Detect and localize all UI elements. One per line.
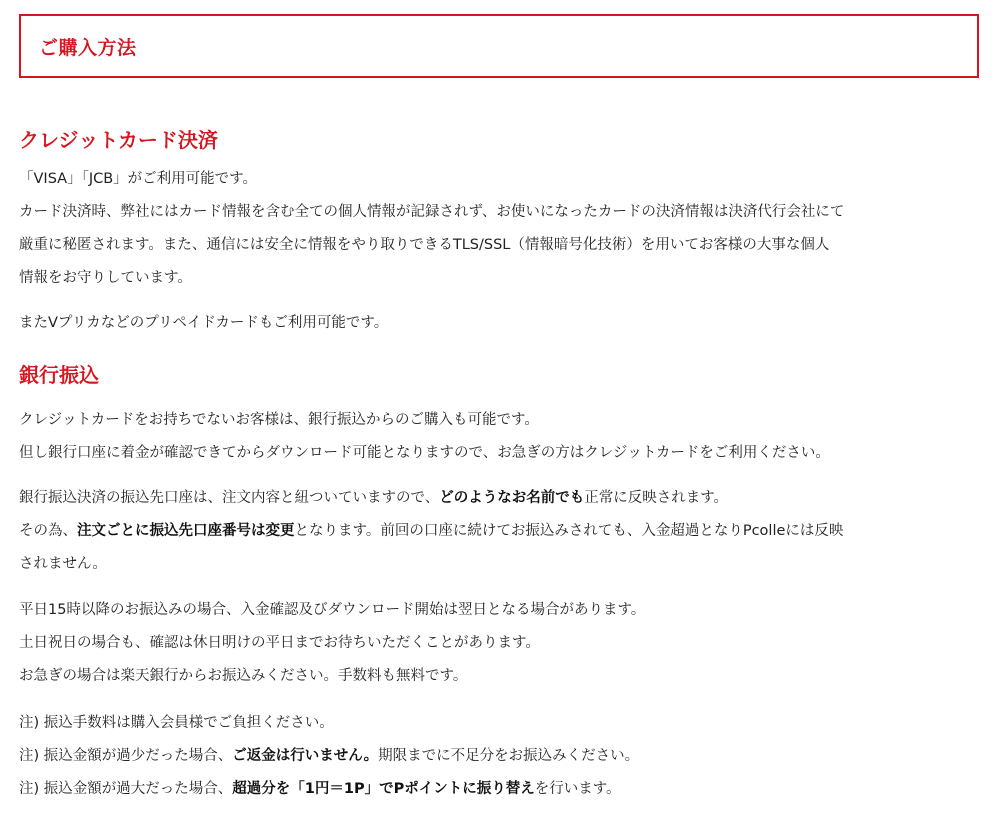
text-run: 期限までに不足分をお振込みください。: [378, 748, 640, 764]
bank-account-info: [19, 482, 979, 581]
credit-text-line: 厳重に秘匿されます。また、通信には安全に情報をやり取りできるTLS/SSL（情報暗号化技術）を用いてお客様の大事な個人: [19, 237, 830, 253]
note-line: [19, 773, 979, 806]
bank-intro: [19, 404, 979, 470]
emphasis-text: 注文ごとに振込先口座番号は変更: [77, 523, 295, 539]
text-run: 銀行振込決済の振込先口座は、注文内容と紐ついていますので、: [19, 490, 440, 506]
bank-account-line: されません。: [19, 556, 107, 572]
note-line: [19, 740, 979, 773]
text-run: を行います。: [534, 781, 621, 797]
bank-notes: [19, 707, 979, 806]
text-run: 注) 振込金額が過少だった場合、: [19, 748, 233, 764]
prepaid-card-note: [19, 307, 979, 340]
credit-text-line: カード決済時、弊社にはカード情報を含む全ての個人情報が記録されず、お使いになったカードの決済情報は決済代行会社にて: [19, 204, 845, 220]
text-run: となります。前回の口座に続けてお振込みされても、入金超過となりPcolleには反映: [294, 523, 844, 539]
prepaid-text-line: またVプリカなどのプリペイドカードもご利用可能です。: [19, 315, 389, 331]
bank-timing-info: [19, 594, 979, 693]
note-line: 注) 振込手数料は購入会員様でご負担ください。: [19, 715, 334, 731]
bank-timing-line: 平日15時以降のお振込みの場合、入金確認及びダウンロード開始は翌日となる場合があります。: [19, 602, 646, 618]
credit-card-heading: クレジットカード決済: [19, 128, 218, 152]
bank-transfer-heading: 銀行振込: [19, 363, 99, 387]
text-run: 正常に反映されます。: [584, 490, 729, 506]
bank-account-line: [19, 515, 979, 548]
bank-text-line: クレジットカードをお持ちでないお客様は、銀行振込からのご購入も可能です。: [19, 412, 539, 428]
emphasis-text: ご返金は行いません。: [232, 748, 379, 764]
section-title-box: [19, 14, 979, 78]
text-run: 注) 振込金額が過大だった場合、: [19, 781, 233, 797]
credit-text-line: 「VISA」「JCB」がご利用可能です。: [19, 171, 258, 187]
credit-text-line: 情報をお守りしています。: [19, 270, 192, 286]
bank-timing-line: お急ぎの場合は楽天銀行からお振込みください。手数料も無料です。: [19, 668, 468, 684]
purchase-method-page: [0, 14, 1000, 818]
emphasis-text: 超過分を「1円＝1P」でPポイントに振り替え: [232, 781, 535, 797]
text-run: その為、: [19, 523, 77, 539]
bank-text-line: 但し銀行口座に着金が確認できてからダウンロード可能となりますので、お急ぎの方はクレジットカードをご利用ください。: [19, 445, 830, 461]
emphasis-text: どのようなお名前でも: [439, 490, 585, 506]
bank-timing-line: 土日祝日の場合も、確認は休日明けの平日までお待ちいただくことがあります。: [19, 635, 540, 651]
credit-card-description: [19, 163, 979, 295]
bank-account-line: [19, 482, 979, 515]
section-title: ご購入方法: [39, 36, 137, 59]
